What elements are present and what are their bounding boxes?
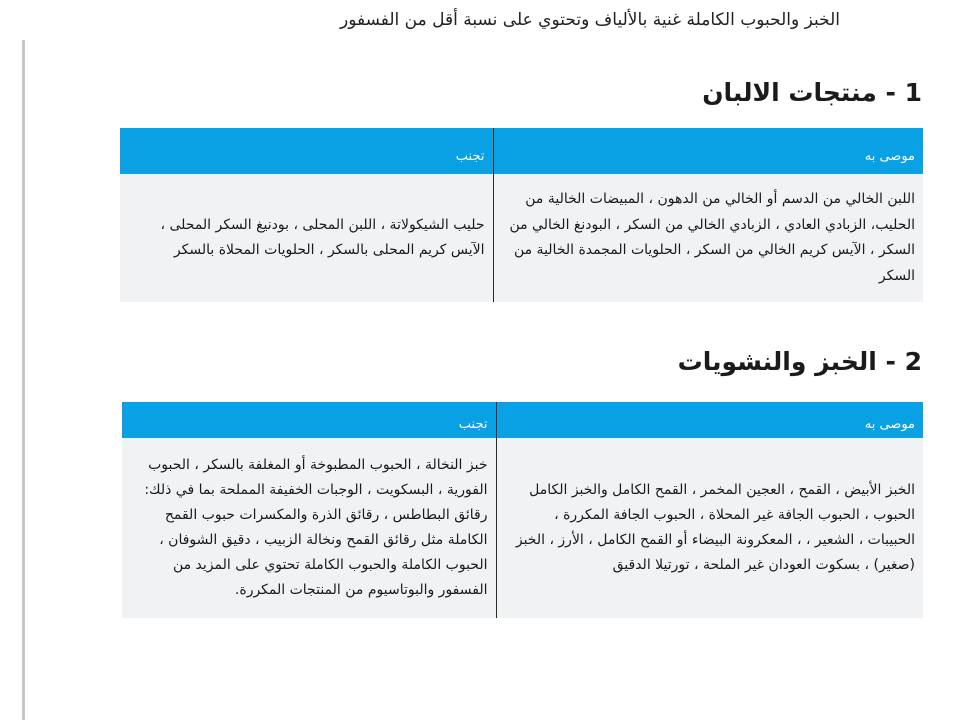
left-margin-rule xyxy=(22,40,25,720)
dairy-recommended-cell: اللبن الخالي من الدسم أو الخالي من الدهون ، المبيضات الخالية من الحليب، الزبادي العادي ، الزبادي الخالي من السكر ، البودنغ الخالي من السكر ، الآيس كريم الخالي من السكر ، الحلويات المجمدة الخالية من السكر xyxy=(493,174,923,302)
table-header-row xyxy=(122,402,923,438)
cut-off-text-line xyxy=(230,10,840,40)
table-header-row xyxy=(120,128,923,174)
header-recommended: موصى به xyxy=(496,402,923,438)
bread-recommended-cell: الخبز الأبيض ، القمح ، العجين المخمر ، القمح الكامل والخبز الكامل الحبوب ، الحبوب الجافة غير المحلاة ، الحبوب الجافة المكررة ، الحبيبات ، الشعير ، ، المعكرونة البيضاء أو القمح الكامل ، الأرز ، الخبز (صغير) ، بسكوت العودان غير الملحة ، تورتيلا الدقيق xyxy=(496,438,923,618)
section-title-bread: 2 - الخبز والنشويات xyxy=(677,347,922,376)
header-avoid: تجنب xyxy=(122,402,496,438)
bread-table xyxy=(122,402,923,618)
header-avoid: تجنب xyxy=(120,128,493,174)
dairy-avoid-cell: حليب الشيكولاتة ، اللبن المحلى ، بودنيغ السكر المحلى ، الآيس كريم المحلى بالسكر ، الحلويات المحلاة بالسكر xyxy=(120,174,493,302)
cut-off-text: الخبز والحبوب الكاملة غنية بالألياف وتحتوي على نسبة أقل من الفسفور xyxy=(340,10,840,30)
table-row xyxy=(120,174,923,302)
header-recommended: موصى به xyxy=(493,128,923,174)
dairy-table xyxy=(120,128,923,302)
table-row xyxy=(122,438,923,618)
bread-avoid-cell: خبز النخالة ، الحبوب المطبوخة أو المغلفة بالسكر ، الحبوب الفورية ، البسكويت ، الوجبات الخفيفة المملحة بما في ذلك: رقائق البطاطس ، رقائق الذرة والمكسرات حبوب القمح الكاملة مثل رقائق القمح ونخالة الزبيب ، دقيق الشوفان ، الحبوب الكاملة والحبوب الكاملة تحتوي على المزيد من الفسفور والبوتاسيوم من المنتجات المكررة. xyxy=(122,438,496,618)
section-title-dairy: 1 - منتجات الالبان xyxy=(702,78,922,107)
